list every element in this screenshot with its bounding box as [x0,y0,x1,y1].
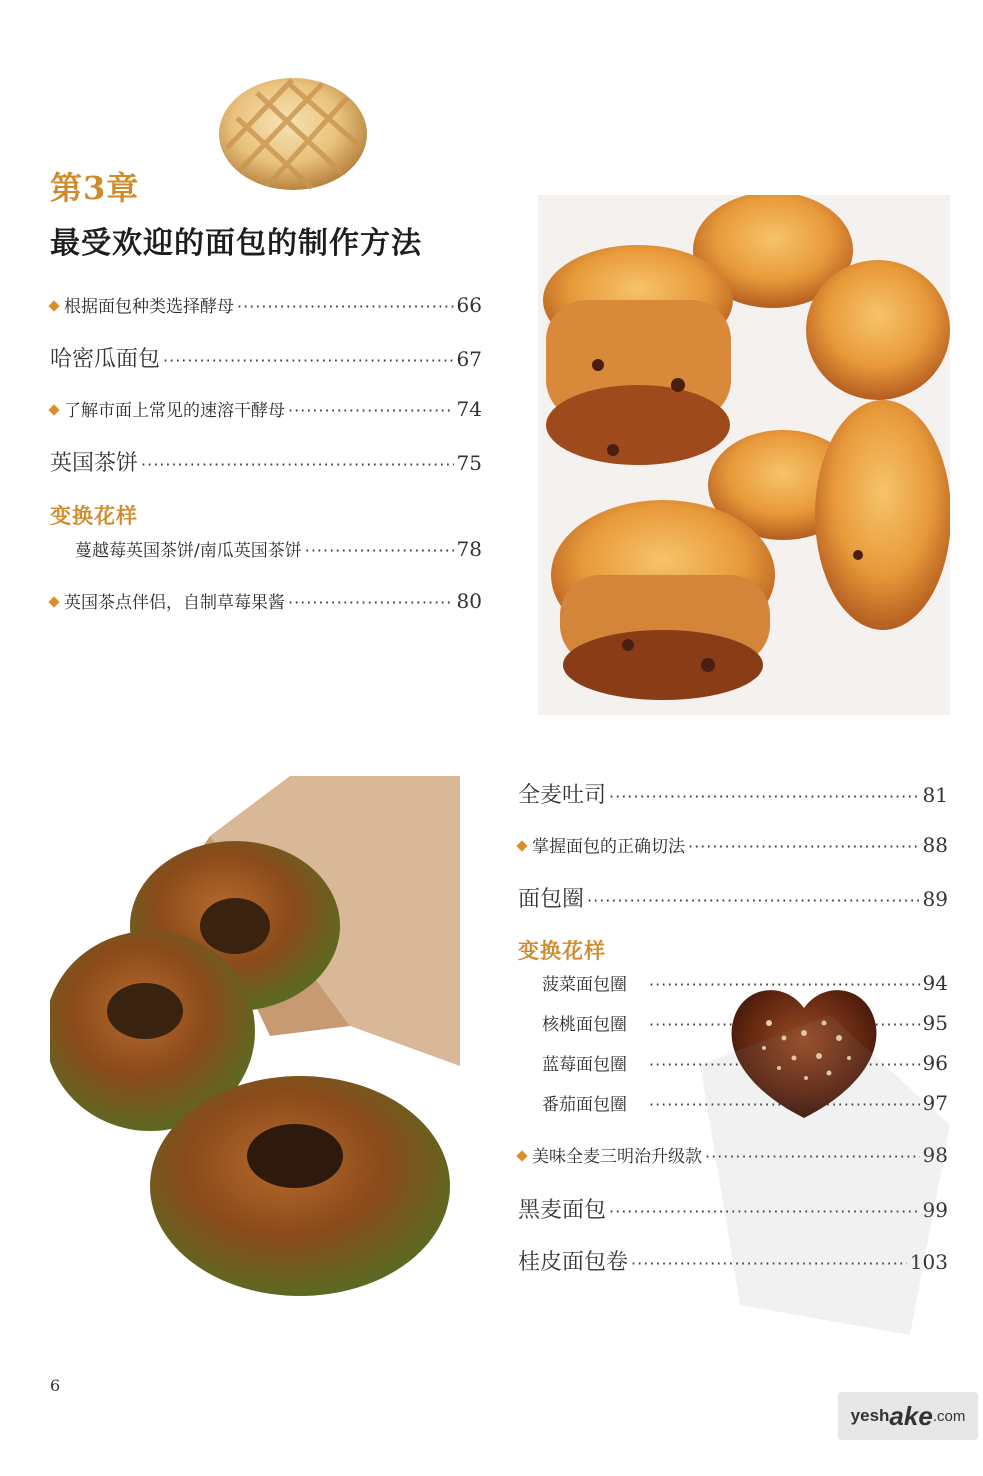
diamond-bullet-icon [516,840,527,851]
dot-leader [288,593,454,612]
toc-item-page: 75 [456,451,482,475]
toc-item-page: 88 [922,833,948,857]
toc-item-page: 98 [922,1143,948,1167]
toc-item[interactable] [518,1193,948,1224]
toc-item[interactable] [518,832,948,857]
toc-item-page: 99 [922,1198,948,1222]
toc-item-label: 面包圈 [518,887,585,912]
dot-leader [237,297,454,316]
toc-item-label: 菠菜面包圈 [542,975,627,995]
toc-item-page: 89 [922,887,948,911]
variation-section-label: 变换花样 [518,939,606,963]
dot-leader [587,891,920,910]
variation-section-label: 变换花样 [50,504,138,528]
page-number: 6 [50,1376,61,1395]
toc-item[interactable] [518,882,948,913]
toc-item[interactable] [50,446,482,477]
diamond-bullet-icon [48,596,59,607]
toc-item-label: 全麦吐司 [518,783,607,808]
toc-item-label: 黑麦面包 [518,1198,607,1223]
bagels-image [50,776,460,1341]
toc-item[interactable] [50,588,482,613]
diamond-bullet-icon [48,300,59,311]
toc-item-label: 英国茶点伴侣，自制草莓果酱 [64,593,285,613]
toc-item[interactable] [518,778,948,809]
scones-image [538,195,950,715]
diamond-bullet-icon [516,1150,527,1161]
dot-leader [141,455,454,474]
toc-item-page: 103 [909,1250,948,1274]
logo-text-main: ake [889,1400,933,1431]
toc-item-page: 96 [922,1051,948,1075]
toc-item-label: 根据面包种类选择酵母 [64,297,234,317]
heart-pastry-image [724,978,884,1123]
toc-item-label: 英国茶饼 [50,451,139,476]
toc-item[interactable] [50,292,482,317]
toc-item-label: 掌握面包的正确切法 [532,837,685,857]
toc-item-label: 美味全麦三明治升级款 [532,1147,702,1167]
toc-item-label: 核桃面包圈 [542,1015,627,1035]
toc-item-label: 蓝莓面包圈 [542,1055,627,1075]
melon-bun-image [217,68,369,193]
toc-item-label: 蔓越莓英国茶饼/南瓜英国茶饼 [75,541,302,561]
dot-leader [288,401,454,420]
toc-item[interactable] [518,1142,948,1167]
toc-item-page: 78 [456,537,482,561]
site-logo[interactable] [838,1392,978,1440]
toc-item-page: 80 [456,589,482,613]
toc-item[interactable] [50,396,482,421]
toc-item-page: 97 [922,1091,948,1115]
toc-item-label: 番茄面包圈 [542,1095,627,1115]
logo-text-prefix: yesh [850,1406,890,1425]
dot-leader [609,1202,920,1221]
chapter-title: 最受欢迎的面包的制作方法 [50,226,422,261]
toc-item[interactable] [518,1245,948,1276]
toc-item-label: 桂皮面包卷 [518,1250,629,1275]
toc-item[interactable] [75,536,482,561]
dot-leader [705,1147,920,1166]
toc-item-page: 95 [922,1011,948,1035]
toc-item-page: 66 [456,293,482,317]
dot-leader [163,351,454,370]
logo-text-suffix: .com [932,1407,966,1425]
chapter-label: 第3章 [50,169,140,207]
dot-leader [305,541,454,560]
toc-item-label: 了解市面上常见的速溶干酵母 [64,401,285,421]
toc-item[interactable] [50,342,482,373]
toc-item-page: 74 [456,397,482,421]
dot-leader [688,837,920,856]
dot-leader [609,787,920,806]
toc-item-page: 81 [922,783,948,807]
diamond-bullet-icon [48,404,59,415]
toc-item-label: 哈密瓜面包 [50,347,161,372]
toc-item-page: 67 [456,347,482,371]
toc-item-page: 94 [922,971,948,995]
dot-leader [631,1254,907,1273]
